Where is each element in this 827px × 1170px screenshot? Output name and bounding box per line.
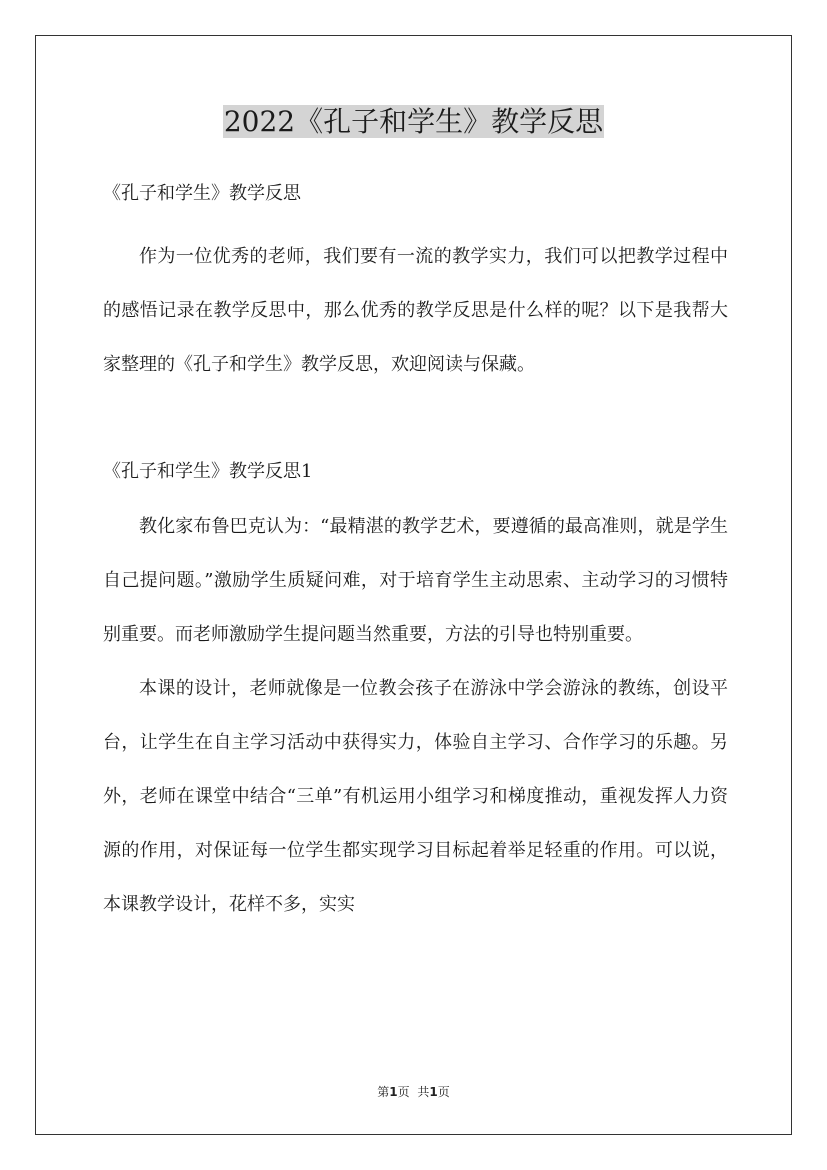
page-current: 1 bbox=[389, 1085, 398, 1099]
page-suffix: 页 bbox=[397, 1085, 410, 1099]
total-prefix: 共 bbox=[417, 1085, 430, 1099]
intro-heading: 《孔子和学生》教学反思 bbox=[103, 183, 301, 204]
total-suffix: 页 bbox=[437, 1085, 450, 1099]
section1-heading: 《孔子和学生》教学反思1 bbox=[103, 461, 313, 482]
intro-paragraph: 作为一位优秀的老师，我们要有一流的教学实力，我们可以把教学过程中的感悟记录在教学反思中，那么优秀的教学反思是什么样的呢？以下是我帮大家整理的《孔子和学生》教学反思，欢迎阅读与保藏。 bbox=[103, 246, 728, 375]
section1-paragraph-2: 本课的设计，老师就像是一位教会孩子在游泳中学会游泳的教练，创设平台，让学生在自主学习活动中获得实力，体验自主学习、合作学习的乐趣。另外，老师在课堂中结合“三单”有机运用小组学习和梯度推动，重视发挥人力资源的作用，对保证每一位学生都实现学习目标起着举足轻重的作用。可以说，本课教学设计，花样不多，实实 bbox=[103, 678, 728, 915]
document-body bbox=[103, 176, 728, 932]
page-footer bbox=[0, 1083, 827, 1100]
document-title bbox=[0, 100, 827, 144]
page-total: 1 bbox=[429, 1085, 438, 1099]
section1-paragraph-1: 教化家布鲁巴克认为：“最精湛的教学艺术，要遵循的最高准则，就是学生自己提问题。”激励学生质疑问难，对于培育学生主动思索、主动学习的习惯特别重要。而老师激励学生提问题当然重要，方法的引导也特别重要。 bbox=[103, 516, 728, 645]
document-title-text: 2022《孔子和学生》教学反思 bbox=[223, 105, 604, 138]
page-prefix: 第 bbox=[377, 1085, 390, 1099]
